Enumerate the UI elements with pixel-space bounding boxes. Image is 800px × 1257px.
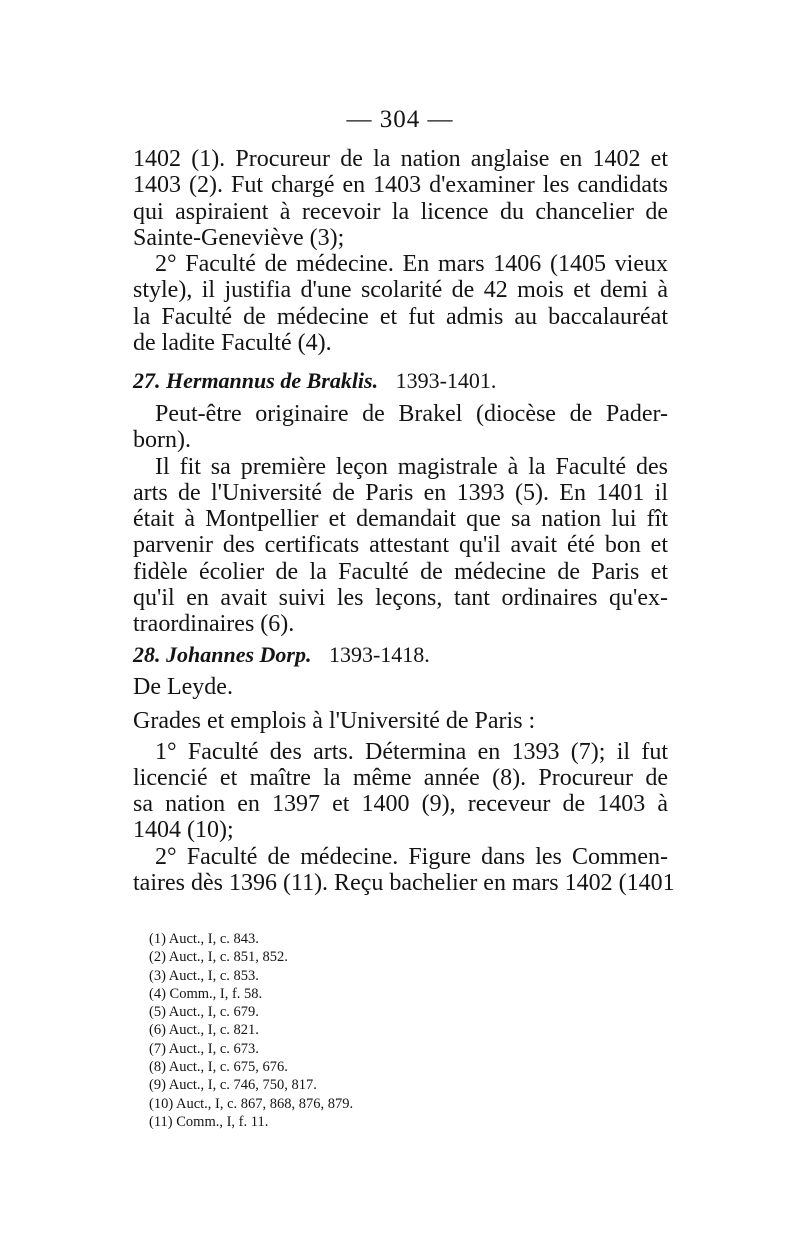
footnote: (1) Auct., I, c. 843. (149, 931, 259, 947)
text-line: arts de l'Université de Paris en 1393 (5). En 1401 il (133, 479, 668, 506)
text-line: qu'il en avait suivi les leçons, tant ordinaires qu'ex- (133, 585, 668, 612)
text-line: De Leyde. (133, 674, 233, 700)
entry-number: 27. (133, 368, 161, 393)
entry-name: Johannes Dorp. (166, 642, 312, 667)
text-line: la Faculté de médecine et fut admis au baccalauréat (133, 303, 668, 330)
text-line: taires dès 1396 (11). Reçu bachelier en mars 1402 (1401 (133, 870, 675, 897)
text-line: 1402 (1). Procureur de la nation anglaise en 1402 et (133, 146, 668, 172)
text-line: Grades et emplois à l'Université de Paris : (133, 708, 536, 735)
text-line: traordinaires (6). (133, 611, 295, 638)
text-line: style), il justifia d'une scolarité de 42 mois et demi à (133, 277, 668, 304)
footnote: (4) Comm., I, f. 58. (149, 985, 263, 1002)
text-line: qui aspiraient à recevoir la licence du chancelier de (133, 198, 668, 225)
text-line: born). (133, 427, 191, 454)
entry-dates: 1393-1418. (328, 642, 430, 667)
text-line: Sainte-Geneviève (3); (133, 224, 345, 251)
footnotes (149, 930, 353, 1131)
entry-number: 28. (133, 642, 161, 667)
footnote: (11) Comm., I, f. 11. (149, 1113, 269, 1130)
text-line: 1404 (10); (133, 817, 234, 844)
footnote: (10) Auct., I, c. 867, 868, 876, 879. (149, 1095, 354, 1112)
footnote: (8) Auct., I, c. 675, 676. (149, 1059, 288, 1076)
text-line: 1403 (2). Fut chargé en 1403 d'examiner les candidats (133, 172, 668, 199)
text-line: était à Montpellier et demandait que sa nation lui fît (133, 506, 668, 533)
footnote: (3) Auct., I, c. 853. (149, 967, 259, 984)
entry-name: Hermannus de Braklis. (166, 368, 379, 393)
text-line: parvenir des certificats attestant qu'il avait été bon et (133, 532, 668, 559)
entry-heading-27 (133, 368, 496, 394)
footnote: (5) Auct., I, c. 679. (149, 1004, 259, 1021)
text-line: fidèle écolier de la Faculté de médecine de Paris et (133, 558, 668, 585)
footnote: (7) Auct., I, c. 673. (149, 1040, 259, 1057)
footnote: (6) Auct., I, c. 821. (149, 1022, 259, 1039)
entry-dates: 1393-1401. (395, 368, 497, 393)
text-line: Peut-être originaire de Brakel (diocèse de Pader- (155, 401, 668, 427)
text-line: Il fit sa première leçon magistrale à la Faculté des (155, 453, 668, 480)
entry-heading-28 (133, 642, 430, 668)
text-line: 2° Faculté de médecine. En mars 1406 (1405 vieux (155, 251, 668, 278)
text-line: sa nation en 1397 et 1400 (9), receveur de 1403 à (133, 791, 668, 818)
footnote: (2) Auct., I, c. 851, 852. (149, 949, 288, 966)
paragraph-block-2 (133, 401, 668, 638)
footnote: (9) Auct., I, c. 746, 750, 817. (149, 1077, 317, 1094)
text-line: 1° Faculté des arts. Détermina en 1393 (7); il fut (155, 738, 668, 765)
paragraph-block-1 (133, 146, 668, 356)
text-line: licencié et maître la même année (8). Procureur de (133, 764, 668, 791)
paragraph-block-3 (133, 674, 675, 897)
text-line: 2° Faculté de médecine. Figure dans les Commen- (155, 843, 668, 870)
page-number: — 304 — (346, 106, 454, 133)
text-line: de ladite Faculté (4). (133, 330, 332, 357)
